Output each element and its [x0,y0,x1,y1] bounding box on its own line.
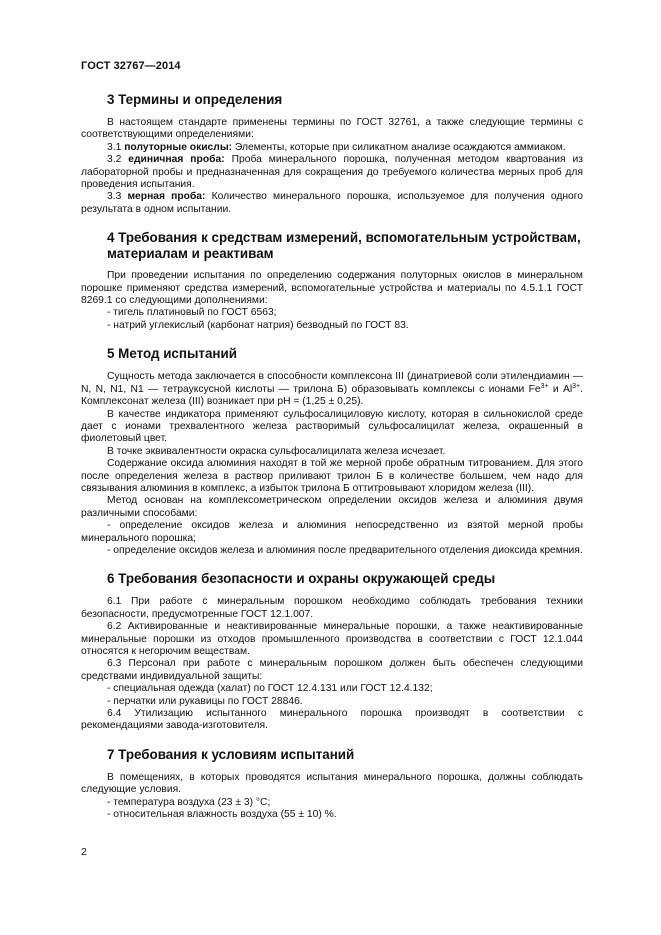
list-item: - определение оксидов железа и алюминия непосредственно из взятой мерной пробы минерального порошка; [81,520,583,544]
term-3-2-number: 3.2 [107,154,129,166]
section-5-paragraph-4: Содержание оксида алюминия находят в той же мерной пробе обратным титрованием. Для этого после определения железа в раствор приливают трилон Б в количестве большем, чем надо для связывания алюминия в комплекс, а избыток трилона Б оттитровывают хлоридом железа (III). [81,458,583,494]
document-header: ГОСТ 32767—2014 [81,60,181,72]
section-7-paragraph: В помещениях, в которых проводятся испытания минерального порошка, должны соблюдать следующие условия. [81,771,583,796]
list-item: - специальная одежда (халат) по ГОСТ 12.4.131 или ГОСТ 12.4.132; [107,683,433,695]
clause-6-3: 6.3 Персонал при работе с минеральным порошком должен быть обеспечен следующими средствами индивидуальной защиты: [81,658,583,682]
term-3-3 [81,191,583,216]
list-item: - натрий углекислый (карбонат натрия) безводный по ГОСТ 83. [107,319,409,331]
list-item: - температура воздуха (23 ± 3) °С; [107,796,271,808]
term-3-1-name: полуторные окислы: [124,141,233,153]
term-3-2-definition: Проба минерального порошка, полученная методом квартования из лабораторной пробы и предназначенная для сокращения до требуемого количества мерных проб для проведения испытания. [81,154,584,191]
superscript-charge: 3+ [572,382,581,390]
section-6 [81,571,583,732]
section-6-title: 6 Требования безопасности и охраны окружающей среды [107,571,496,587]
section-5-paragraph-5: Метод основан на комплексометрическом определении оксидов железа и алюминия двумя различными способами: [81,495,583,519]
term-3-2 [81,154,583,191]
superscript-charge: 3+ [540,382,549,390]
list-item: - относительная влажность воздуха (55 ± 10) %. [107,809,337,821]
section-3-intro: В настоящем стандарте применены термины по ГОСТ 32761, а также следующие термины с соответствующими определениями: [81,117,583,141]
text-run: . Комплексонат железа (III) возникает при pH = (1,25 ± 0,25). [81,383,583,408]
section-5-paragraph-2: В качестве индикатора применяют сульфосалициловую кислоту, которая в сильнокислой среде дает с ионами трехвалентного железа растворимый сульфосалицилат железа, окрашенный в фиолетовый цвет. [81,408,583,445]
list-item: - перчатки или рукавицы по ГОСТ 28846. [107,695,303,707]
section-3 [81,92,583,216]
term-3-1-definition: Элементы, которые при силикатном анализе осаждаются аммиаком. [232,141,566,153]
term-3-2-name: единичная проба: [128,154,225,166]
text-run: и Al [548,383,573,395]
section-5-paragraph-3: В точке эквивалентности окраска сульфосалицилата железа исчезает. [107,445,446,457]
section-7-title: 7 Требования к условиям испытаний [107,746,355,762]
section-4 [81,230,583,332]
section-4-title: 4 Требования к средствам измерений, вспомогательным устройствам, материалам и реактивам [107,230,581,262]
section-5-title: 5 Метод испытаний [107,346,237,362]
list-item: - тигель платиновый по ГОСТ 6563; [107,307,277,319]
section-7 [81,747,583,822]
section-5 [81,346,583,557]
section-4-paragraph: При проведении испытания по определению содержания полуторных окислов в минеральном порошке применяют средства измерений, вспомогательные устройства и материалы по 4.5.1.1 ГОСТ 8269.1 со следующими дополнениями: [81,270,583,307]
section-5-paragraph-1 [81,371,583,408]
clause-6-1: 6.1 При работе с минеральным порошком необходимо соблюдать требования техники безопасности, предусмотренные ГОСТ 12.1.007. [81,596,583,620]
term-3-3-name: мерная проба: [127,191,206,203]
term-3-1 [81,142,583,154]
text-run: Сущность метода заключается в способности комплексона III (динатриевой соли этилендиамин — N, N, N1, N1 — тетрауксусной кислоты — трилона Б) образовывать комплексы с ионами Fe [81,371,583,395]
page-number: 2 [81,846,87,858]
page-content [81,92,583,835]
clause-6-4: 6.4 Утилизацию испытанного минерального порошка производят в соответствии с рекомендациями завода-изготовителя. [81,708,583,732]
section-3-title: 3 Термины и определения [107,92,283,107]
term-3-3-definition: Количество минерального порошка, используемое для получения одного результата в одном испытании. [81,191,584,215]
clause-6-2: 6.2 Активированные и неактивированные минеральные порошки, а также неактивированные минеральные порошки из отходов промышленного производства в соответствии с ГОСТ 12.1.044 относятся к негорючим веществам. [81,621,583,657]
term-3-3-number: 3.3 [107,191,128,203]
term-3-1-number: 3.1 [107,141,125,153]
list-item: - определение оксидов железа и алюминия после предварительного отделения диоксида кремния. [107,544,583,556]
